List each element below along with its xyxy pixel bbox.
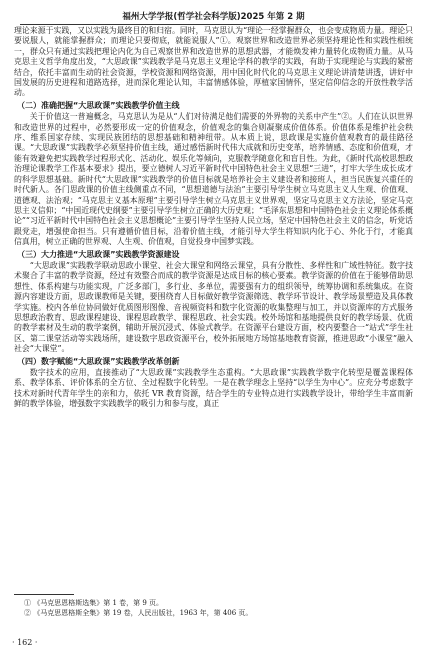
footnote-1: ① 《马克思恩格斯选集》第 1 卷，第 9 页。 xyxy=(24,599,164,607)
page-number: · 162 · xyxy=(12,638,38,647)
paragraph-resource-building: “大思政课”实践教学联动思政小课堂、社会大课堂和网络云课堂，具有分散性、多样性和广域性特征。数字技术聚合了丰富的教学资源，经过有效整合而成的教学资源是达成目标的核心要素。教学资源的价值在于能够借助思想性、体系构建与功能实现，广泛多部门，多行业、多单位，需要强有力的组织领导，统筹协调和系统集成。在资源内容建设方面，思政课教师是关键，要围绕育人目标做好教学资源筛选、教学环节设计、教学场景塑造及具体教学实施。校内各单位协同做好优质图形图像、音视频资料和数字化资源的收集整理与加工，并以资源库的方式服务思想政治教育、思政课程建设、课程思政教学、课程思政、社会实践。校外场馆和基地提供良好的教学场景、优质的教学素材及生动的教学案例，辅助开展沉浸式、体验式教学。在资源平台建设方面，校内要整合一“站式”学生社区、第二课堂活动等实践场所，建设数字思政资源平台，校外拓展地方场馆基地教育资源，推进思政“小课堂”融入社会“大课堂”。 xyxy=(14,260,413,354)
section-heading-digital-empowerment: （四）数字赋能“大思政课”实践教学改革创新 xyxy=(17,356,180,366)
section-heading-resource-building: （三）大力推进“大思政课”实践教学资源建设 xyxy=(17,249,180,259)
footnotes xyxy=(14,594,413,618)
section-heading-value-mainline: （二）准确把握“大思政课”实践教学价值主线 xyxy=(17,100,180,110)
paragraph-theory-practice: 理论来源于实践，又以实践为最终目的和归宿。同时，马克思认为“理论一经掌握群众，也会变成物质力量。理论只要说服人，就能掌握群众；而理论只要彻底，就能说服人”①。观察世界和改造世界必须坚持理论性和实践性相统一，群众只有通过实践把理论内化为自己观察世界和改造世界的思想武器，才能焕发神力量转化成物质力量。从马克思主义哲学角度出发，“大思政课”实践教学是马克思主义理论学科的教学的实践，有助于实现理论与实践的紧密结合，依托丰富而生动的社会资源，学校资源和网络资源，用中国化时代化的马克思主义理论讲清楚讲透，讲好中国发展的历史进程和道路选择，进而深化理论认知，丰富情感体验，厚植家国情怀，坚定信仰信念的开放性教学活动。 xyxy=(14,26,413,98)
running-header: 福州大学学报(哲学社会科学版)2025 年第 2 期 xyxy=(20,10,407,25)
footnote-divider xyxy=(14,594,74,595)
paragraph-digital-empowerment: 数字技术的应用，直接推动了“大思政课”实践教学生态重构。“大思政课”实践教学数字化转型是覆盖课程体系、教学体系、评价体系的全方位、全过程数字化转型。一是在教学理念上坚持“以学生为中心”。应充分考虑数字技术对新时代青年学生的亲和力，依托 VR 教育资源，结合学生的专业特点进行实践教学设计，带给学生丰富而新鲜的教学体验，增强数字实践教学的吸引力和参与度，真正 xyxy=(14,368,413,409)
footnote-2: ② 《马克思恩格斯全集》第 19 卷，人民出版社，1963 年，第 406 页。 xyxy=(24,609,253,617)
article-body xyxy=(14,26,413,410)
paragraph-value-mainline: 关于价值这一普遍概念，马克思认为是从“人们对待满足他们需要的外界物的关系中产生”②。人们在认识世界和改造世界的过程中，必然要形成一定的价值观念，价值观念的集合则凝聚成价值体系。价值体系是维护社会秩序、维系国家存续、实现民族团结的思想基础和精神纽带。从本质上说，思政课是实施价值观教育的最佳路径课。“大思政课”实践教学必须坚持价值主线，通过感悟新时代伟大成就和历史变革，培养情感、态度和价值观，才能有效避免把实践教学过程形式化、活动化、娱乐化等倾向，克服教学随意化和盲目性。为此，《新时代高校思想政治理论课教学工作基本要求》提出，要立德树人习近平新时代中国特色社会主义思想“三进”，打牢大学生成长成才的科学思想基础。新时代“大思政课”实践教学的价值目标就是培养社会主义建设者和接班人，担当民族复兴重任的时代新人。各门思政课的价值主线侧重点不同，“思想道德与法治”主要引导学生树立马克思主义人生观、价值观、道德观、法治观；“马克思主义基本原理”主要引导学生树立马克思主义世界观，坚定马克思主义方法论，坚定马克思主义信仰；“中国近现代史纲要”主要引导学生树立正确的大历史观；“毛泽东思想和中国特色社会主义理论体系概论”“习近平新时代中国特色社会主义思想概论”主要引导学生坚持人民立场，坚定中国特色社会主义的信念，听党话跟党走，增强使命担当。只有遵循价值目标，沿着价值主线，才能引导大学生将知识内化于心、外化于行，才能真信真用，树立正确的世界观、人生观、价值观，自觉投身中国梦实践。 xyxy=(14,112,413,247)
